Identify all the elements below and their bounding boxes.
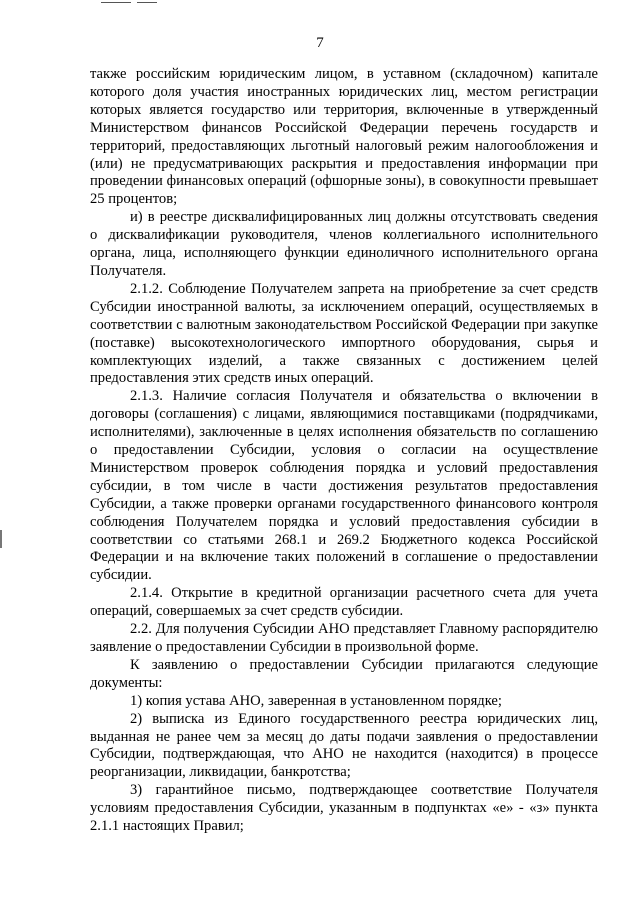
document-body (90, 66, 598, 836)
list-item-1: 1) копия устава АНО, заверенная в установленном порядке; (130, 692, 502, 709)
paragraph-2-1-4: 2.1.4. Открытие в кредитной организации расчетного счета для учета операций, совершаемых за счет средств субсидии. (90, 585, 598, 620)
scan-mark-left-edge (0, 530, 2, 548)
page-number: 7 (316, 35, 324, 51)
scan-mark-top-left (101, 2, 131, 3)
scan-mark-top-right (137, 2, 157, 3)
paragraph-attachments-intro: К заявлению о предоставлении Субсидии прилагаются следующие документы: (90, 656, 598, 691)
list-item-3: 3) гарантийное письмо, подтверждающее соответствие Получателя условиям предоставления Субсидии, указанным в подпунктах «е» - «з» пункта 2.1.1 настоящих Правил; (90, 782, 598, 835)
list-item-2: 2) выписка из Единого государственного реестра юридических лиц, выданная не ранее чем за месяц до даты подачи заявления о предоставлении Субсидии, подтверждающая, что АНО не находится (находится) в процессе реорганизации, ликвидации, банкротства; (90, 710, 598, 781)
paragraph-2-2: 2.2. Для получения Субсидии АНО представляет Главному распорядителю заявление о предоставлении Субсидии в произвольной форме. (90, 621, 598, 655)
paragraph-2-1-2: 2.1.2. Соблюдение Получателем запрета на приобретение за счет средств Субсидии иностранной валюты, за исключением операций, осуществляемых в соответствии с валютным законодательством Российской Федерации при закупке (поставке) высокотехнологического импортного оборудования, сырья и комплектующих изделий, а также связанных с достижением целей предоставления этих средств иных операций. (90, 280, 598, 387)
paragraph-2-1-3: 2.1.3. Наличие согласия Получателя и обязательства о включении в договоры (соглашения) с лицами, являющимися поставщиками (подрядчиками, исполнителями), заключенные в целях исполнения обязательств по соглашению о предоставлении Субсидии, условия о согласии на осуществление Министерством проверок соблюдения порядка и условий предоставления субсидии, в том числе в части достижения результатов предоставления Субсидии, а также проверки органами государственного финансового контроля соблюдения Получателем порядка и условий предоставления субсидии в соответствии со статьями 268.1 и 269.2 Бюджетного кодекса Российской Федерации и на включение таких положений в соглашение о предоставлении субсидии. (90, 388, 598, 584)
paragraph-item-i: и) в реестре дисквалифицированных лиц должны отсутствовать сведения о дисквалификации руководителя, членов коллегиального исполнительного органа, лица, исполняющего функции единоличного исполнительного органа Получателя. (90, 209, 598, 279)
paragraph-continuation: также российским юридическим лицом, в уставном (складочном) капитале которого доля участия иностранных юридических лиц, местом регистрации которых является государство или территория, включенные в утвержденный Министерством финансов Российской Федерации перечень государств и территорий, предоставляющих льготный налоговый режим налогообложения и (или) не предусматривающих раскрытия и предоставления информации при проведении финансовых операций (офшорные зоны), в совокупности превышает 25 процентов; (90, 66, 598, 208)
